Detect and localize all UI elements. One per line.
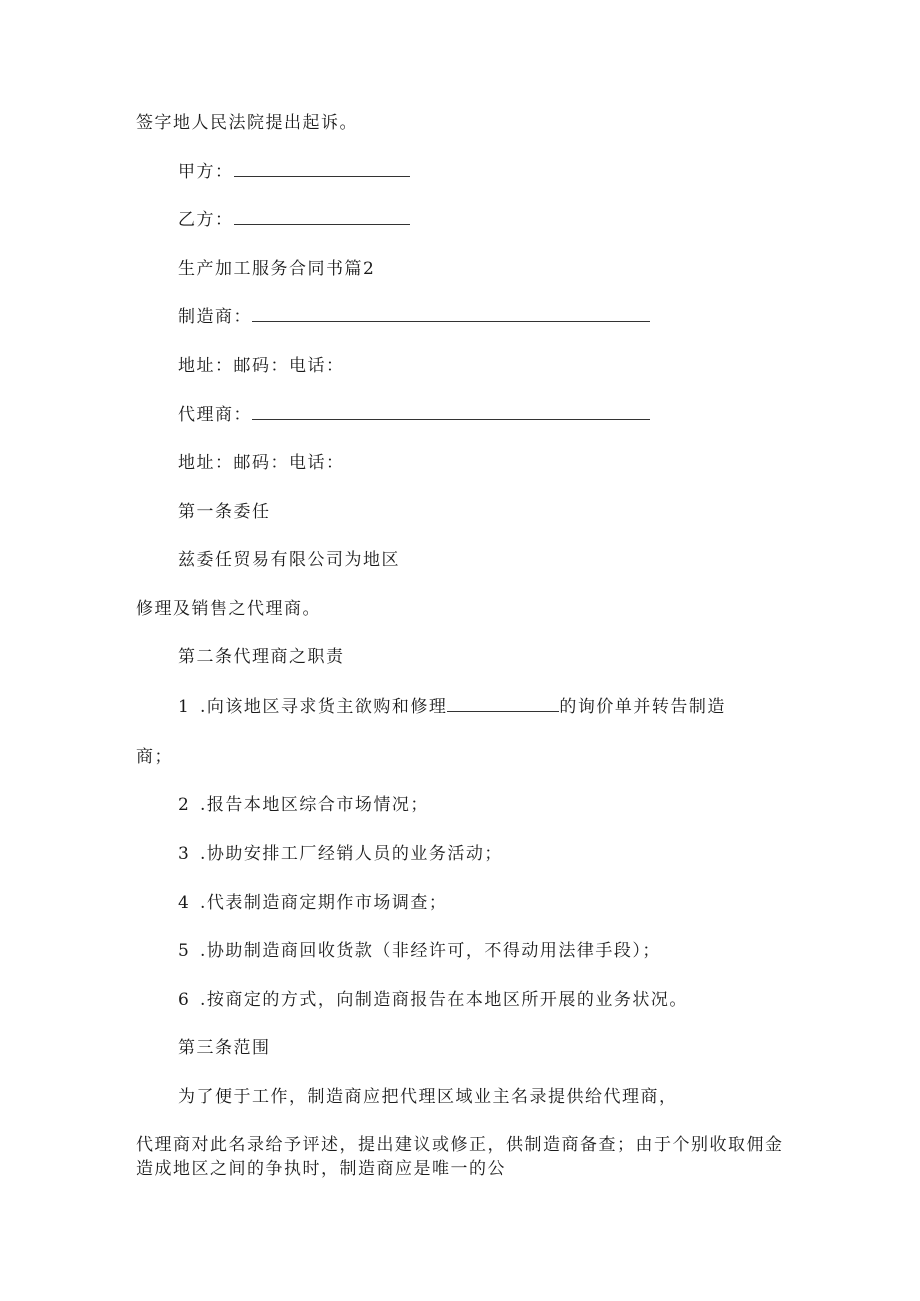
list-item-4 xyxy=(178,892,447,914)
article-1-text: 兹委任贸易有限公司为地区 xyxy=(178,550,400,570)
party-b-line xyxy=(178,209,410,231)
article-1-text-cont: 修理及销售之代理商。 xyxy=(136,599,321,619)
article-2-title: 第二条代理商之职责 xyxy=(178,647,345,667)
list-item-5 xyxy=(178,940,661,962)
text-line: 签字地人民法院提出起诉。 xyxy=(136,113,358,133)
item-number: 2 xyxy=(178,795,191,815)
section-title: 生产加工服务合同书篇2 xyxy=(178,259,376,279)
article-3-text-cont: 代理商对此名录给予评述，提出建议或修正，供制造商备查；由于个别收取佣金造成地区之间的争执时，制造商应是唯一的公 xyxy=(136,1135,784,1179)
party-b-blank xyxy=(234,210,410,225)
manufacturer-line xyxy=(178,306,650,328)
list-item-1 xyxy=(178,696,726,718)
item-number: 5 xyxy=(178,941,191,961)
party-a-line xyxy=(178,161,410,183)
list-item-3 xyxy=(178,843,503,865)
party-b-label: 乙方： xyxy=(178,210,234,230)
agent-line xyxy=(178,404,650,426)
agent-label: 代理商： xyxy=(178,405,252,425)
item-number: 4 xyxy=(178,893,191,913)
item-number: 3 xyxy=(178,844,191,864)
address-line-1: 地址：邮码：电话： xyxy=(178,356,345,376)
address-line-2: 地址：邮码：电话： xyxy=(178,453,345,473)
party-a-label: 甲方： xyxy=(178,162,234,182)
item-number: 6 xyxy=(178,990,191,1010)
party-a-blank xyxy=(234,162,410,177)
item-text: .向该地区寻求货主欲购和修理 xyxy=(200,697,448,717)
item-text: .代表制造商定期作市场调查； xyxy=(200,893,448,913)
list-item-6 xyxy=(178,989,688,1011)
item-1-blank xyxy=(447,697,559,712)
item-text: .报告本地区综合市场情况； xyxy=(200,795,429,815)
article-3-title: 第三条范围 xyxy=(178,1038,271,1058)
article-1-title: 第一条委任 xyxy=(178,502,271,522)
agent-blank xyxy=(252,405,650,420)
manufacturer-label: 制造商： xyxy=(178,307,252,327)
item-text: .按商定的方式，向制造商报告在本地区所开展的业务状况。 xyxy=(200,990,688,1010)
manufacturer-blank xyxy=(252,307,650,322)
article-3-text: 为了便于工作，制造商应把代理区域业主名录提供给代理商， xyxy=(178,1087,678,1107)
item-text: .协助安排工厂经销人员的业务活动； xyxy=(200,844,503,864)
list-item-2 xyxy=(178,794,429,816)
item-number: 1 xyxy=(178,697,191,717)
list-item-1-cont: 商； xyxy=(136,747,173,767)
item-text: .协助制造商回收货款（非经许可，不得动用法律手段）； xyxy=(200,941,661,961)
item-text: 的询价单并转告制造 xyxy=(559,697,726,717)
